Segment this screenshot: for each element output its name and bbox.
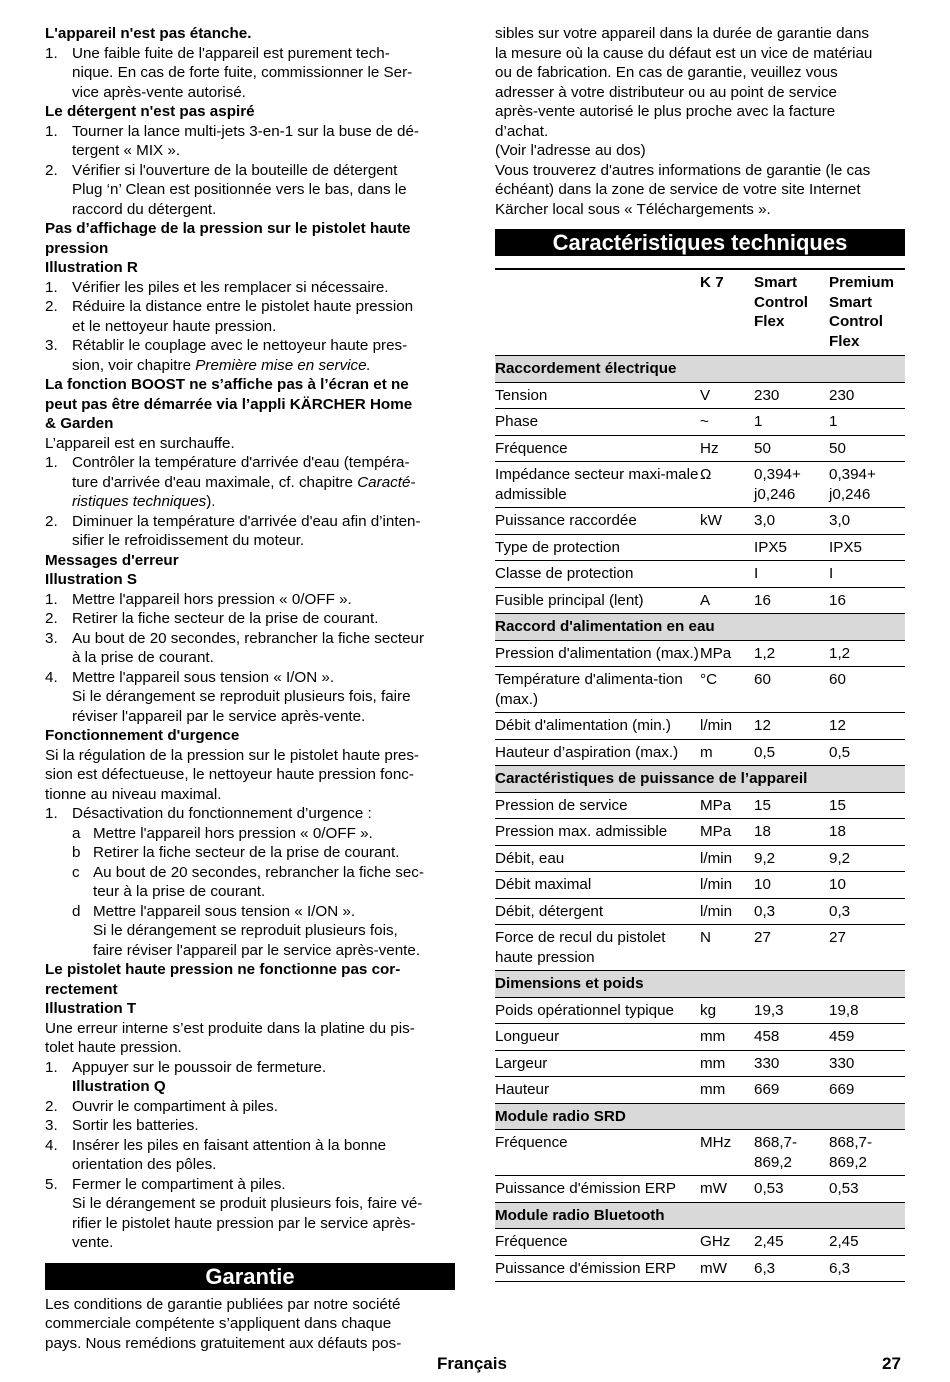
list-marker: 1. (45, 122, 58, 140)
table-row (495, 1024, 905, 1051)
table-section-row (495, 766, 905, 793)
table-cell: IPX5 (754, 534, 829, 561)
list-text: Ouvrir le compartiment à piles. (72, 1097, 278, 1115)
table-row (495, 382, 905, 409)
table-cell: 12 (829, 713, 905, 740)
chapter-banner: Garantie (45, 1263, 455, 1290)
table-cell: 459 (829, 1024, 905, 1051)
list-continuation: Plug ‘n’ Clean est positionnée vers le bas, dans le (72, 181, 407, 198)
table-row (495, 872, 905, 899)
list-continuation: raccord du détergent. (72, 200, 217, 218)
text-run: ture d'arrivée d'eau maximale, cf. chapitre (72, 473, 358, 491)
list-continuation: sifier le refroidissement du moteur. (72, 532, 305, 549)
list-text: Tourner la lance multi-jets 3-en-1 sur la buse de dé- (72, 122, 419, 140)
list-continuation: tergent « MIX ». (72, 142, 181, 159)
table-cell: Hauteur (495, 1077, 700, 1104)
paragraph-line: tionne au niveau maximal. (45, 785, 222, 803)
table-cell: Classe de protection (495, 561, 700, 588)
paragraph-line: commerciale compétente s’appliquent dans chaque (45, 1315, 392, 1332)
table-row (495, 1077, 905, 1104)
table-section-title: Module radio SRD (495, 1103, 905, 1130)
table-cell: 458 (754, 1024, 829, 1051)
list-item (45, 629, 455, 649)
table-cell: 2,45 (829, 1229, 905, 1256)
table-cell: 330 (829, 1050, 905, 1077)
list-text: Une faible fuite de l'appareil est purement tech- (72, 44, 390, 62)
table-cell: Débit maximal (495, 872, 700, 899)
table-cell: 18 (829, 819, 905, 846)
table-row (495, 845, 905, 872)
list-text: Au bout de 20 secondes, rebrancher la fiche sec- (93, 863, 424, 881)
table-cell: N (700, 925, 754, 971)
table-cell: Fréquence (495, 1229, 700, 1256)
list-continuation: vice après-vente autorisé. (72, 83, 246, 101)
section-heading: Le détergent n'est pas aspiré (45, 103, 255, 120)
section-heading: Messages d'erreur (45, 551, 179, 569)
table-section-row (495, 1103, 905, 1130)
table-cell: l/min (700, 845, 754, 872)
list-text: Insérer les piles en faisant attention à la bonne (72, 1136, 387, 1154)
list-continuation: Si le dérangement se reproduit plusieurs fois, faire (72, 688, 411, 705)
paragraph-line: d’achat. (495, 122, 549, 140)
list-item (45, 804, 455, 824)
list-item (45, 1058, 455, 1078)
list-marker: 2. (45, 1097, 58, 1115)
table-section-title: Raccord d'alimentation en eau (495, 614, 905, 641)
table-cell (700, 534, 754, 561)
section-heading: Illustration T (45, 1000, 137, 1017)
table-row (495, 640, 905, 667)
sublist-continuation: teur à la prise de courant. (93, 883, 266, 900)
list-text: Retirer la fiche secteur de la prise de courant. (93, 844, 400, 861)
chapter-reference: ristiques techniques (72, 493, 207, 510)
table-cell: A (700, 587, 754, 614)
table-cell (700, 561, 754, 588)
table-cell: 1,2 (754, 640, 829, 667)
table-header-cell (495, 269, 700, 356)
sublist-item (45, 824, 455, 844)
table-cell: 10 (829, 872, 905, 899)
table-cell: Fréquence (495, 1130, 700, 1176)
section-heading: Illustration S (45, 571, 137, 588)
list-marker: c (72, 863, 80, 881)
table-cell: 50 (829, 435, 905, 462)
text-run: sion, voir chapitre (72, 356, 196, 374)
table-cell: Phase (495, 409, 700, 436)
list-marker: 2. (45, 298, 58, 315)
list-item (45, 1097, 455, 1117)
table-cell: 230 (829, 382, 905, 409)
table-cell: 15 (754, 792, 829, 819)
table-header-cell: Premium Smart Control Flex (829, 269, 905, 356)
table-cell: 10 (754, 872, 829, 899)
chapter-reference: Caracté- (357, 473, 416, 491)
list-continuation (45, 473, 455, 493)
list-marker: 2. (45, 610, 58, 627)
table-cell: l/min (700, 898, 754, 925)
table-cell: mm (700, 1024, 754, 1051)
paragraph-line: sibles sur votre appareil dans la durée de garantie dans (495, 25, 870, 42)
list-continuation: nique. En cas de forte fuite, commissionner le Ser- (72, 64, 413, 81)
table-cell: kW (700, 508, 754, 535)
list-continuation: réviser l'appareil par le service après-vente. (72, 707, 366, 725)
paragraph-line: adresser à votre distributeur ou au point de service (495, 83, 837, 101)
table-cell: 0,394+ j0,246 (754, 462, 829, 508)
list-marker: 1. (45, 44, 58, 62)
table-cell: MPa (700, 792, 754, 819)
table-cell: V (700, 382, 754, 409)
spec-table (495, 268, 905, 1282)
list-continuation: à la prise de courant. (72, 649, 214, 666)
list-marker: 3. (45, 629, 58, 647)
table-cell: IPX5 (829, 534, 905, 561)
table-header-cell: K 7 (700, 269, 754, 356)
section-heading: Fonctionnement d'urgence (45, 727, 240, 744)
table-cell: Largeur (495, 1050, 700, 1077)
table-row (495, 997, 905, 1024)
list-figure-ref: Illustration Q (72, 1078, 166, 1095)
table-section-row (495, 614, 905, 641)
list-item (45, 161, 455, 181)
table-cell: 0,394+ j0,246 (829, 462, 905, 508)
table-cell: Débit, eau (495, 845, 700, 872)
table-row (495, 792, 905, 819)
table-row (495, 1255, 905, 1282)
table-cell: 1 (829, 409, 905, 436)
footer-language: Français (437, 1354, 507, 1373)
table-cell: 0,53 (829, 1176, 905, 1203)
table-cell: GHz (700, 1229, 754, 1256)
list-marker: 1. (45, 278, 58, 296)
list-marker: 5. (45, 1175, 58, 1193)
table-cell: 868,7-869,2 (754, 1130, 829, 1176)
table-cell: l/min (700, 872, 754, 899)
list-text: Au bout de 20 secondes, rebrancher la fiche secteur (72, 629, 425, 647)
table-cell: Poids opérationnel typique (495, 997, 700, 1024)
table-cell: Puissance d'émission ERP (495, 1176, 700, 1203)
section-heading: pression (45, 239, 109, 257)
list-text: Désactivation du fonctionnement d’urgence : (72, 805, 372, 822)
sublist-continuation: faire réviser l'appareil par le service après-vente. (93, 941, 421, 959)
table-cell: 0,53 (754, 1176, 829, 1203)
table-cell: 15 (829, 792, 905, 819)
paragraph-line: Si la régulation de la pression sur le pistolet haute pres- (45, 746, 419, 764)
list-continuation: et le nettoyeur haute pression. (72, 317, 277, 335)
table-row (495, 1176, 905, 1203)
table-section-row (495, 356, 905, 383)
table-cell: mm (700, 1077, 754, 1104)
list-item (45, 590, 455, 610)
table-cell: Puissance raccordée (495, 508, 700, 535)
table-cell: 16 (829, 587, 905, 614)
table-cell: 330 (754, 1050, 829, 1077)
table-cell: 19,3 (754, 997, 829, 1024)
list-marker: 1. (45, 454, 58, 471)
list-item (45, 512, 455, 532)
list-text: Mettre l'appareil hors pression « 0/OFF ». (72, 590, 352, 608)
table-cell: 12 (754, 713, 829, 740)
table-row (495, 925, 905, 971)
section-heading: peut pas être démarrée via l’appli KÄRCHER Home (45, 395, 413, 413)
list-text: Vérifier si l'ouverture de la bouteille de détergent (72, 161, 398, 179)
list-text: Diminuer la température d'arrivée d'eau afin d’inten- (72, 512, 421, 530)
table-row (495, 1229, 905, 1256)
table-cell: Fusible principal (lent) (495, 587, 700, 614)
table-cell: 3,0 (829, 508, 905, 535)
table-cell: 60 (754, 667, 829, 713)
table-cell: 19,8 (829, 997, 905, 1024)
list-text: Appuyer sur le poussoir de fermeture. (72, 1058, 327, 1076)
right-column (495, 24, 905, 1282)
list-text: Sortir les batteries. (72, 1117, 199, 1134)
list-marker: 3. (45, 337, 58, 354)
list-marker: 2. (45, 512, 58, 530)
table-header-cell: Smart Control Flex (754, 269, 829, 356)
list-item (45, 297, 455, 317)
paragraph-line: Kärcher local sous « Téléchargements ». (495, 200, 771, 218)
table-row (495, 534, 905, 561)
table-cell: 1 (754, 409, 829, 436)
table-row (495, 409, 905, 436)
list-continuation: vente. (72, 1234, 114, 1251)
table-cell: mW (700, 1255, 754, 1282)
paragraph-line: Vous trouverez d'autres informations de garantie (le cas (495, 161, 871, 179)
section-heading: L'appareil n'est pas étanche. (45, 25, 252, 42)
list-continuation: Si le dérangement se produit plusieurs fois, faire vé- (72, 1195, 423, 1212)
list-continuation (45, 492, 455, 512)
paragraph-line: après-vente autorisé le plus proche avec la facture (495, 103, 836, 120)
table-cell: 27 (754, 925, 829, 971)
section-heading: & Garden (45, 415, 114, 432)
list-text: Contrôler la température d'arrivée d'eau (tempéra- (72, 454, 410, 471)
sublist-item (45, 902, 455, 922)
section-heading: Illustration R (45, 259, 138, 276)
table-cell: 2,45 (754, 1229, 829, 1256)
list-marker: 1. (45, 805, 58, 822)
paragraph-line: L’appareil est en surchauffe. (45, 434, 235, 452)
list-text: Retirer la fiche secteur de la prise de courant. (72, 610, 379, 627)
table-cell: 1,2 (829, 640, 905, 667)
paragraph-line: tolet haute pression. (45, 1039, 182, 1056)
table-cell: 6,3 (829, 1255, 905, 1282)
table-cell: 6,3 (754, 1255, 829, 1282)
table-cell: Pression d'alimentation (max.) (495, 640, 700, 667)
table-cell: MPa (700, 640, 754, 667)
list-marker: b (72, 844, 81, 861)
list-marker: 1. (45, 1058, 58, 1076)
list-item (45, 278, 455, 298)
table-cell: ~ (700, 409, 754, 436)
table-cell: 27 (829, 925, 905, 971)
list-text: Mettre l'appareil sous tension « I/ON ». (72, 668, 335, 686)
table-cell: m (700, 739, 754, 766)
section-heading: Pas d’affichage de la pression sur le pistolet haute (45, 220, 411, 237)
list-marker: 1. (45, 590, 58, 608)
table-row (495, 435, 905, 462)
table-cell: 230 (754, 382, 829, 409)
table-cell: Fréquence (495, 435, 700, 462)
table-cell: I (754, 561, 829, 588)
table-cell: MPa (700, 819, 754, 846)
list-item (45, 668, 455, 688)
table-cell: I (829, 561, 905, 588)
paragraph-line: la mesure où la cause du défaut est un vice de matériau (495, 44, 873, 62)
list-continuation (45, 356, 455, 376)
list-marker: a (72, 824, 81, 842)
table-row (495, 561, 905, 588)
list-item (45, 609, 455, 629)
left-column (45, 24, 455, 1353)
table-cell: 9,2 (754, 845, 829, 872)
table-cell: MHz (700, 1130, 754, 1176)
sublist-continuation: Si le dérangement se reproduit plusieurs fois, (93, 922, 398, 939)
paragraph-line: Les conditions de garantie publiées par notre société (45, 1295, 401, 1313)
list-continuation: orientation des pôles. (72, 1156, 217, 1173)
list-continuation: rifier le pistolet haute pression par le service après- (72, 1214, 416, 1232)
table-cell: 669 (829, 1077, 905, 1104)
table-cell: Pression max. admissible (495, 819, 700, 846)
list-item (45, 336, 455, 356)
list-marker: 4. (45, 668, 58, 686)
table-row (495, 667, 905, 713)
table-cell: 868,7-869,2 (829, 1130, 905, 1176)
table-row (495, 462, 905, 508)
table-row (495, 587, 905, 614)
list-item (45, 122, 455, 142)
table-cell: 16 (754, 587, 829, 614)
text-run: ). (206, 493, 216, 510)
table-cell: 0,3 (754, 898, 829, 925)
table-cell: 669 (754, 1077, 829, 1104)
table-cell: Température d'alimenta-tion (max.) (495, 667, 700, 713)
list-item (45, 1116, 455, 1136)
list-text: Réduire la distance entre le pistolet haute pression (72, 298, 414, 315)
paragraph-line: pays. Nous remédions gratuitement aux défauts pos- (45, 1334, 402, 1352)
table-cell: 60 (829, 667, 905, 713)
table-cell: Impédance secteur maxi-male admissible (495, 462, 700, 508)
list-marker: 4. (45, 1136, 58, 1154)
table-row (495, 713, 905, 740)
table-header-row (495, 269, 905, 356)
table-cell: Ω (700, 462, 754, 508)
table-section-row (495, 971, 905, 998)
list-item (45, 453, 455, 473)
table-row (495, 1130, 905, 1176)
page-number: 27 (882, 1354, 901, 1373)
table-row (495, 739, 905, 766)
table-cell: Force de recul du pistolet haute pression (495, 925, 700, 971)
table-cell: 0,5 (829, 739, 905, 766)
table-row (495, 898, 905, 925)
list-item (45, 1136, 455, 1156)
table-cell: 0,3 (829, 898, 905, 925)
table-row (495, 1050, 905, 1077)
paragraph-line: échéant) dans la zone de service de votre site Internet (495, 181, 861, 198)
table-cell: °C (700, 667, 754, 713)
list-text: Vérifier les piles et les remplacer si nécessaire. (72, 278, 389, 296)
table-section-row (495, 1202, 905, 1229)
table-row (495, 508, 905, 535)
table-section-title: Raccordement électrique (495, 356, 905, 383)
table-cell: Débit d'alimentation (min.) (495, 713, 700, 740)
table-cell: 9,2 (829, 845, 905, 872)
list-marker: 2. (45, 161, 58, 179)
table-cell: mm (700, 1050, 754, 1077)
table-cell: 18 (754, 819, 829, 846)
table-cell: Longueur (495, 1024, 700, 1051)
table-cell: Pression de service (495, 792, 700, 819)
list-item (45, 1175, 455, 1195)
sublist-item (45, 863, 455, 883)
chapter-banner: Caractéristiques techniques (495, 229, 905, 256)
paragraph-line: (Voir l'adresse au dos) (495, 142, 646, 159)
list-text: Mettre l'appareil sous tension « I/ON ». (93, 902, 356, 920)
table-cell: Tension (495, 382, 700, 409)
table-cell: mW (700, 1176, 754, 1203)
table-cell: Puissance d'émission ERP (495, 1255, 700, 1282)
table-cell: l/min (700, 713, 754, 740)
table-cell: Type de protection (495, 534, 700, 561)
section-heading: rectement (45, 980, 118, 998)
list-text: Rétablir le couplage avec le nettoyeur haute pres- (72, 337, 408, 354)
table-cell: 50 (754, 435, 829, 462)
section-heading: La fonction BOOST ne s’affiche pas à l’écran et ne (45, 376, 409, 393)
table-cell: Hz (700, 435, 754, 462)
list-text: Mettre l'appareil hors pression « 0/OFF ». (93, 824, 373, 842)
table-cell: 3,0 (754, 508, 829, 535)
table-cell: kg (700, 997, 754, 1024)
table-row (495, 819, 905, 846)
list-text: Fermer le compartiment à piles. (72, 1175, 286, 1193)
section-heading: Le pistolet haute pression ne fonctionne pas cor- (45, 961, 401, 978)
list-item (45, 44, 455, 64)
sublist-item (45, 843, 455, 863)
table-cell: Hauteur d’aspiration (max.) (495, 739, 700, 766)
paragraph-line: ou de fabrication. En cas de garantie, veuillez vous (495, 64, 838, 81)
list-marker: 3. (45, 1117, 58, 1134)
chapter-reference: Première mise en service. (195, 356, 371, 374)
table-section-title: Module radio Bluetooth (495, 1202, 905, 1229)
paragraph-line: Une erreur interne s’est produite dans la platine du pis- (45, 1019, 415, 1037)
table-cell: 0,5 (754, 739, 829, 766)
table-section-title: Dimensions et poids (495, 971, 905, 998)
paragraph-line: sion est défectueuse, le nettoyeur haute pression fonc- (45, 766, 414, 783)
list-marker: d (72, 902, 81, 920)
table-cell: Débit, détergent (495, 898, 700, 925)
table-section-title: Caractéristiques de puissance de l’appareil (495, 766, 905, 793)
